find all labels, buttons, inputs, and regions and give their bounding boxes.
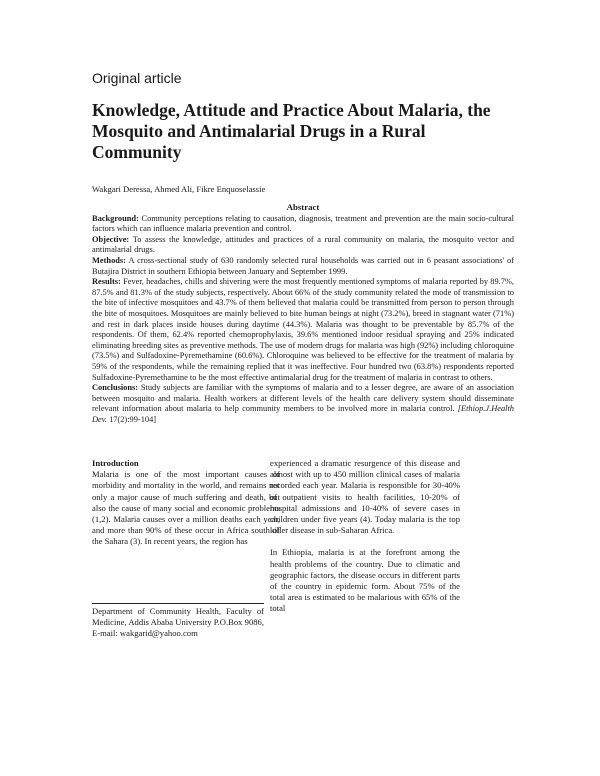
methods-text: A cross-sectional study of 630 randomly selected rural households was carried out in 6 peasant associations' of Butajira District in southern Ethiopia between January and September 1999. xyxy=(92,255,514,276)
objective-label: Objective: xyxy=(92,234,130,244)
background-text: Community perceptions relating to causation, diagnosis, treatment and prevention are the main socio-cultural factors which can influence malaria prevention and control. xyxy=(92,213,514,234)
footnote-divider xyxy=(92,603,264,604)
conclusions-text: Study subjects are familiar with the symptoms of malaria and to a lesser degree, are aware of an association between mosquito and malaria. Health workers at different levels of the health care delivery system should disseminate relevant information about malaria to help community members to be involved more in malaria control. xyxy=(92,383,514,414)
objective-text: To assess the knowledge, attitudes and practices of a rural community on malaria, the mosquito vector and antimalarial drugs. xyxy=(92,234,514,255)
abstract-objective xyxy=(92,235,514,256)
conclusions-label: Conclusions: xyxy=(92,383,139,393)
results-text: Fever, headaches, chills and shivering were the most frequently mentioned symptoms of malaria reported by 89.7%, 87.5% and 81.3% of the study subjects, respectively. About 66% of the study community related the mode of transmission to the bite of infective mosquitoes and 43.7% of them believed that malaria could be transmitted from person to person through the bite of mosquitoes. Mosquitoes are mainly believed to bite human beings at night (73.2%), breed in stagnant water (71%) and rest in dark places inside houses during daytime (44.3%). Malaria was thought to be preventable by 85.7% of the respondents. Of them, 62.4% reported chemoprophylaxis, 39.6% mentioned indoor residual spraying and 25% indicated eliminating breeding sites as preventive methods. The use of modern drugs for malaria was high (92%) including chloroquine (73.5%) and Sulfadoxine-Pyremethamine (60.6%). Chloroquine was believed to be effective for the treatment of malaria by 59% of the respondents, while the remaining replied that it was ineffective. Four hundred two (63.8%) respondents reported Sulfadoxine-Pyremethamine to be the most effective antimalarial drug for the treatment of malaria in contrast to others. xyxy=(92,277,514,382)
intro-paragraph-2: In Ethiopia, malaria is at the forefront among the health problems of the country. Due to climatic and geographic factors, the disease occurs in different parts of the country in epidemic form. About 75% of the total area is estimated to be malarious with 65% of the total xyxy=(270,547,460,614)
left-column xyxy=(92,458,280,548)
paragraph-gap xyxy=(270,536,460,547)
results-label: Results: xyxy=(92,277,121,287)
abstract-methods xyxy=(92,256,514,277)
abstract-results xyxy=(92,277,514,383)
author-list: Wakgari Deressa, Ahmed Ali, Fikre Enquoselassie xyxy=(92,184,266,194)
abstract-conclusions xyxy=(92,383,514,425)
methods-label: Methods: xyxy=(92,255,126,265)
article-title: Knowledge, Attitude and Practice About Malaria, the Mosquito and Antimalarial Drugs in a Rural Community xyxy=(92,100,491,162)
intro-paragraph-1: Malaria is one of the most important causes of morbidity and mortality in the world, and remains not only a major cause of much suffering and death, but also the cause of many social and economic problems (1,2). Malaria causes over a million deaths each year, and more than 90% of these occur in Africa south of the Sahara (3). In recent years, the region has xyxy=(92,469,280,547)
background-label: Background: xyxy=(92,213,139,223)
affiliation-footnote: Department of Community Health, Faculty of Medicine, Addis Ababa University P.O.Box 9086, E-mail: wakgarid@yahoo.com xyxy=(92,606,264,639)
journal-citation: [Ethiop.J.Health Dev. xyxy=(92,404,514,424)
right-column xyxy=(270,458,460,615)
citation-volume: 17(2):99-104] xyxy=(106,414,157,424)
abstract-background xyxy=(92,214,514,235)
intro-paragraph-1-continued: experienced a dramatic resurgence of this disease and almost with up to 450 million clinical cases of malaria recorded each year. Malaria is responsible for 30-40% of outpatient visits to health facilities, 10-20% of hospital admissions and 10-40% of severe cases in children under five years (4). Today malaria is the top killer disease in sub-Saharan Africa. xyxy=(270,458,460,536)
abstract-heading: Abstract xyxy=(286,202,320,212)
abstract-section xyxy=(92,202,514,425)
article-type-label: Original article xyxy=(92,70,182,86)
introduction-heading: Introduction xyxy=(92,458,139,468)
